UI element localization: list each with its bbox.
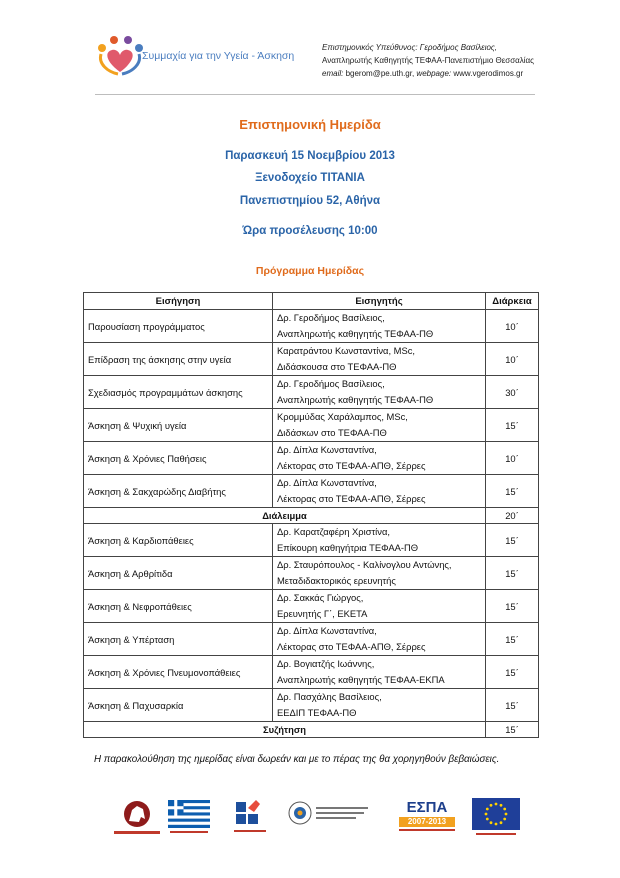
- speaker-affiliation: Αναπληρωτής καθηγητής ΤΕΦΑΑ-ΠΘ: [277, 328, 434, 339]
- topic-cell: Άσκηση & Παχυσαρκία: [84, 689, 273, 722]
- espa-text: ΕΣΠΑ: [406, 799, 448, 816]
- speaker-name: Δρ. Δίπλα Κωνσταντίνα,: [277, 477, 377, 488]
- topic-cell: Άσκηση & Υπέρταση: [84, 623, 273, 656]
- table-row: [84, 343, 539, 376]
- speaker-affiliation: Αναπληρωτής καθηγητής ΤΕΦΑΑ-ΕΚΠΑ: [277, 674, 445, 685]
- duration-cell: 15΄: [486, 656, 539, 689]
- duration-cell: 15΄: [486, 689, 539, 722]
- contact-line-1: Επιστημονικός Υπεύθυνος: Γεροδήμος Βασίλειος,: [322, 43, 498, 52]
- duration-cell: 15΄: [486, 557, 539, 590]
- event-venue: Ξενοδοχείο ΤΙΤΑΝΙΑ: [255, 172, 365, 184]
- speaker-affiliation: Λέκτορας στο ΤΕΦΑΑ-ΑΠΘ, Σέρρες: [277, 460, 426, 471]
- header-divider: [95, 94, 535, 95]
- org-name: Συμμαχία για την Υγεία - Άσκηση: [142, 50, 295, 62]
- topic-cell: Άσκηση & Ψυχική υγεία: [84, 409, 273, 442]
- european-union-flag-icon: [472, 798, 520, 838]
- column-header-speaker: Εισηγητής: [273, 293, 486, 310]
- speaker-cell: [273, 376, 486, 409]
- speaker-name: Δρ. Πασχάλης Βασίλειος,: [277, 691, 382, 702]
- event-date: Παρασκευή 15 Νοεμβρίου 2013: [225, 150, 395, 162]
- speaker-name: Δρ. Σακκάς Γιώργος,: [277, 592, 364, 603]
- espa-years: 2007-2013: [399, 817, 455, 827]
- table-row: [84, 409, 539, 442]
- greek-flag-icon: [168, 800, 210, 836]
- speaker-cell: [273, 524, 486, 557]
- speaker-name: Κρομμύδας Χαράλαμπος, MSc,: [277, 411, 408, 422]
- discussion-duration: 15΄: [486, 722, 539, 738]
- speaker-cell: [273, 475, 486, 508]
- page-header: [0, 0, 620, 96]
- table-row: [84, 376, 539, 409]
- alliance-logo-icon: [92, 34, 148, 78]
- duration-cell: 10΄: [486, 310, 539, 343]
- discussion-row: [84, 722, 539, 738]
- speaker-affiliation: Μεταδιδακτορικός ερευνητής: [277, 575, 396, 586]
- duration-cell: 15΄: [486, 623, 539, 656]
- speaker-cell: [273, 656, 486, 689]
- table-header-row: [84, 293, 539, 310]
- contact-line-2: Αναπληρωτής Καθηγητής ΤΕΦΑΑ-Πανεπιστήμιο Θεσσαλίας: [322, 56, 535, 65]
- espa-logo: [395, 800, 459, 836]
- topic-cell: Άσκηση & Νεφροπάθειες: [84, 590, 273, 623]
- speaker-affiliation: Επίκουρη καθηγήτρια ΤΕΦΑΑ-ΠΘ: [277, 542, 419, 553]
- duration-cell: 15΄: [486, 409, 539, 442]
- duration-cell: 30΄: [486, 376, 539, 409]
- speaker-affiliation: Διδάσκουσα στο ΤΕΦΑΑ-ΠΘ: [277, 361, 397, 372]
- webpage-label: webpage:: [416, 69, 452, 78]
- topic-cell: Σχεδιασμός προγραμμάτων άσκησης: [84, 376, 273, 409]
- speaker-cell: [273, 590, 486, 623]
- speaker-affiliation: ΕΕΔΙΠ ΤΕΦΑΑ-ΠΘ: [277, 707, 357, 718]
- topic-cell: Άσκηση & Χρόνιες Πνευμονοπάθειες: [84, 656, 273, 689]
- attendance-note: Η παρακολούθηση της ημερίδας είναι δωρεάν και με το πέρας της θα χορηγηθούν βεβαιώσεις.: [94, 754, 500, 765]
- duration-cell: 10΄: [486, 442, 539, 475]
- topic-cell: Επίδραση της άσκησης στην υγεία: [84, 343, 273, 376]
- duration-cell: 15΄: [486, 475, 539, 508]
- topic-cell: Παρουσίαση προγράμματος: [84, 310, 273, 343]
- table-row: [84, 656, 539, 689]
- speaker-affiliation: Λέκτορας στο ΤΕΦΑΑ-ΑΠΘ, Σέρρες: [277, 641, 426, 652]
- speaker-cell: [273, 623, 486, 656]
- speaker-name: Καρατράντου Κωνσταντίνα, MSc,: [277, 345, 416, 356]
- topic-cell: Άσκηση & Χρόνιες Παθήσεις: [84, 442, 273, 475]
- break-duration: 20΄: [486, 508, 539, 524]
- speaker-name: Δρ. Γεροδήμος Βασίλειος,: [277, 312, 385, 323]
- sponsor-logos: [0, 794, 620, 854]
- contact-info: [322, 41, 534, 80]
- speaker-affiliation: Διδάσκων στο ΤΕΦΑΑ-ΠΘ: [277, 427, 387, 438]
- topic-cell: Άσκηση & Σακχαρώδης Διαβήτης: [84, 475, 273, 508]
- espa-underline: [399, 829, 455, 831]
- speaker-name: Δρ. Καρατζαφέρη Χριστίνα,: [277, 526, 390, 537]
- break-row: [84, 508, 539, 524]
- speaker-affiliation: Λέκτορας στο ΤΕΦΑΑ-ΑΠΘ, Σέρρες: [277, 493, 426, 504]
- table-row: [84, 689, 539, 722]
- email-link[interactable]: bgerom@pe.uth.gr,: [345, 69, 415, 78]
- operational-programme-logo-icon: [286, 798, 376, 836]
- speaker-cell: [273, 343, 486, 376]
- speaker-name: Δρ. Γεροδήμος Βασίλειος,: [277, 378, 385, 389]
- speaker-cell: [273, 689, 486, 722]
- column-header-duration: Διάρκεια: [486, 293, 539, 310]
- discussion-label: Συζήτηση: [84, 722, 486, 738]
- topic-cell: Άσκηση & Καρδιοπάθειες: [84, 524, 273, 557]
- table-row: [84, 623, 539, 656]
- ministry-of-health-logo-icon: [232, 796, 268, 836]
- table-row: [84, 590, 539, 623]
- speaker-cell: [273, 557, 486, 590]
- duration-cell: 15΄: [486, 590, 539, 623]
- speaker-name: Δρ. Σταυρόπουλος - Καλίνογλου Αντώνης,: [277, 559, 452, 570]
- column-header-topic: Εισήγηση: [84, 293, 273, 310]
- table-row: [84, 524, 539, 557]
- email-label: email:: [322, 69, 344, 78]
- event-address: Πανεπιστημίου 52, Αθήνα: [239, 195, 381, 207]
- table-row: [84, 557, 539, 590]
- duration-cell: 15΄: [486, 524, 539, 557]
- speaker-name: Δρ. Βογιατζής Ιωάννης,: [277, 658, 375, 669]
- program-title: Πρόγραμμα Ημερίδας: [255, 265, 365, 277]
- table-row: [84, 475, 539, 508]
- topic-cell: Άσκηση & Αρθρίτιδα: [84, 557, 273, 590]
- event-title: Επιστημονική Ημερίδα: [239, 117, 381, 132]
- event-arrival-time: Ώρα προσέλευσης 10:00: [242, 225, 378, 237]
- speaker-name: Δρ. Δίπλα Κωνσταντίνα,: [277, 625, 377, 636]
- speaker-affiliation: Αναπληρωτής καθηγητής ΤΕΦΑΑ-ΠΘ: [277, 394, 434, 405]
- table-row: [84, 310, 539, 343]
- speaker-name: Δρ. Δίπλα Κωνσταντίνα,: [277, 444, 377, 455]
- speaker-affiliation: Ερευνητής Γ΄, ΕΚΕΤΑ: [277, 608, 368, 619]
- break-label: Διάλειμμα: [84, 508, 486, 524]
- duration-cell: 10΄: [486, 343, 539, 376]
- table-row: [84, 442, 539, 475]
- speaker-cell: [273, 409, 486, 442]
- speaker-cell: [273, 310, 486, 343]
- program-table: [83, 292, 539, 738]
- speaker-cell: [273, 442, 486, 475]
- webpage-link[interactable]: www.vgerodimos.gr: [453, 69, 524, 78]
- university-of-thessaly-logo-icon: [110, 797, 164, 839]
